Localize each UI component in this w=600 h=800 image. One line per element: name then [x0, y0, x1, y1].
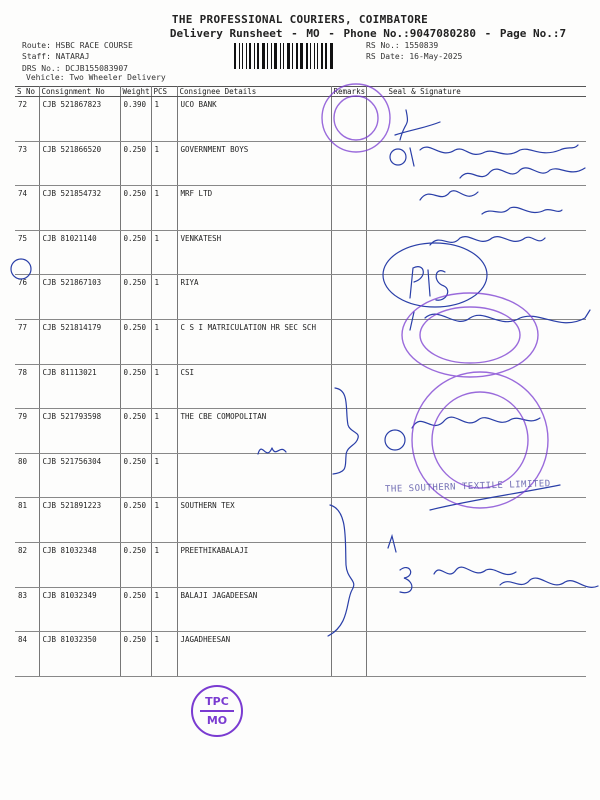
cell-signature [366, 632, 586, 677]
cell-remarks [331, 542, 366, 587]
cell-consignment-no: CJB 521854732 [39, 186, 120, 231]
cell-weight: 0.250 [120, 453, 151, 498]
rs-number: RS No.: 1550839 [366, 41, 439, 50]
cell-consignment-no: CJB 521891223 [39, 498, 120, 543]
barcode-bar [325, 43, 327, 69]
header-consignee: Consignee Details [177, 87, 331, 97]
cell-consignee [177, 453, 331, 498]
drs-barcode [234, 43, 352, 69]
cell-consignee: CSI [177, 364, 331, 409]
cell-sno: 73 [15, 141, 39, 186]
cell-sno: 84 [15, 632, 39, 677]
barcode-bar [248, 43, 249, 69]
barcode-bar [316, 43, 317, 69]
barcode-bar [256, 43, 257, 69]
stamp-tpc-bottom: MO [206, 713, 228, 727]
header-weight: Weight [120, 87, 151, 97]
barcode-bar [273, 43, 274, 69]
barcode-bar [300, 43, 303, 69]
cell-consignment-no: CJB 81032349 [39, 587, 120, 632]
cell-consignment-no: CJB 521866520 [39, 141, 120, 186]
cell-consignee: C S I MATRICULATION HR SEC SCH [177, 319, 331, 364]
cell-signature [366, 97, 586, 142]
staff-text: Staff: NATARAJ [22, 51, 90, 61]
cell-signature [366, 498, 586, 543]
cell-sno: 75 [15, 230, 39, 275]
barcode-bar [280, 43, 281, 69]
cell-remarks [331, 230, 366, 275]
cell-consignment-no: CJB 81021140 [39, 230, 120, 275]
barcode-bar [324, 43, 325, 69]
cell-weight: 0.250 [120, 542, 151, 587]
cell-remarks [331, 275, 366, 320]
stamp-tpc [191, 685, 243, 737]
cell-pcs: 1 [151, 319, 177, 364]
cell-sno: 82 [15, 542, 39, 587]
barcode-bar [310, 43, 311, 69]
cell-pcs: 1 [151, 230, 177, 275]
barcode-bar [269, 43, 270, 69]
barcode-bar [330, 43, 333, 69]
barcode-bar [282, 43, 283, 69]
runsheet-meta-right [366, 41, 462, 62]
cell-consignee: BALAJI JAGADEESAN [177, 587, 331, 632]
barcode-bar [254, 43, 255, 69]
barcode-bar [296, 43, 298, 69]
header-pcs: PCS [151, 87, 177, 97]
runsheet-title: THE PROFESSIONAL COURIERS, COIMBATORE [171, 13, 429, 26]
cell-sno: 83 [15, 587, 39, 632]
barcode-bar [328, 43, 329, 69]
table-row [15, 319, 586, 364]
cell-weight: 0.250 [120, 364, 151, 409]
barcode-bar [260, 43, 261, 69]
cell-sno: 80 [15, 453, 39, 498]
barcode-bar [304, 43, 305, 69]
cell-pcs: 1 [151, 453, 177, 498]
cell-consignment-no: CJB 81113021 [39, 364, 120, 409]
subtitle-branch: MO [306, 27, 320, 40]
cell-sno: 72 [15, 97, 39, 142]
barcode-bar [285, 43, 286, 69]
cell-signature [366, 275, 586, 320]
cell-pcs: 1 [151, 186, 177, 231]
header-consignment: Consignment No [39, 87, 120, 97]
cell-remarks [331, 409, 366, 454]
cell-weight: 0.250 [120, 275, 151, 320]
cell-pcs: 1 [151, 542, 177, 587]
cell-signature [366, 230, 586, 275]
barcode-bar [249, 43, 251, 69]
barcode-bar [319, 43, 320, 69]
cell-pcs: 1 [151, 364, 177, 409]
cell-consignee: MRF LTD [177, 186, 331, 231]
cell-sno: 74 [15, 186, 39, 231]
barcode-bar [274, 43, 277, 69]
barcode-bar [317, 43, 318, 69]
barcode-bar [266, 43, 267, 69]
subtitle-sep-3: - [484, 27, 492, 40]
cell-signature [366, 542, 586, 587]
cell-consignment-no: CJB 81032348 [39, 542, 120, 587]
cell-weight: 0.250 [120, 230, 151, 275]
subtitle-doc-type: Delivery Runsheet [169, 27, 283, 40]
barcode-bar [257, 43, 259, 69]
stamp-southern-textile: THE SOUTHERN TEXTILE LIMITED [384, 479, 551, 495]
cell-pcs: 1 [151, 498, 177, 543]
barcode-bar [252, 43, 253, 69]
cell-sno: 78 [15, 364, 39, 409]
header-remarks: Remarks [331, 87, 366, 97]
table-row [15, 542, 586, 587]
cell-sno: 81 [15, 498, 39, 543]
runsheet-subtitle [88, 27, 600, 40]
stamp-tpc-top: TPC [205, 695, 229, 708]
table-row [15, 632, 586, 677]
cell-consignment-no: CJB 521793598 [39, 409, 120, 454]
route-text: Route: HSBC RACE COURSE [22, 41, 133, 50]
barcode-bar [309, 43, 310, 69]
cell-pcs: 1 [151, 632, 177, 677]
cell-consignee: GOVERNMENT BOYS [177, 141, 331, 186]
cell-weight: 0.250 [120, 186, 151, 231]
header-signature: Seal & Signature [366, 87, 586, 97]
table-row [15, 587, 586, 632]
cell-remarks [331, 141, 366, 186]
table-row [15, 230, 586, 275]
stamp-tpc-divider [200, 710, 234, 712]
cell-weight: 0.250 [120, 498, 151, 543]
cell-weight: 0.250 [120, 587, 151, 632]
cell-consignment-no: CJB 521756304 [39, 453, 120, 498]
cell-signature [366, 186, 586, 231]
rs-date: RS Date: 16-May-2025 [366, 51, 463, 61]
cell-weight: 0.250 [120, 319, 151, 364]
barcode-bar [314, 43, 315, 69]
barcode-bar [267, 43, 268, 69]
cell-consignee: RIYA [177, 275, 331, 320]
barcode-bar [242, 43, 243, 69]
table-row [15, 186, 586, 231]
barcode-bar [312, 43, 313, 69]
table-row [15, 498, 586, 543]
cell-pcs: 1 [151, 275, 177, 320]
cell-signature [366, 587, 586, 632]
barcode-bar [271, 43, 272, 69]
cell-consignee: SOUTHERN TEX [177, 498, 331, 543]
vehicle-text: Vehicle: Two Wheeler Delivery [26, 73, 166, 82]
table-header-row [15, 87, 586, 97]
cell-remarks [331, 97, 366, 142]
cell-consignment-no: CJB 521814179 [39, 319, 120, 364]
cell-remarks [331, 186, 366, 231]
barcode-bar [321, 43, 323, 69]
cell-sno: 79 [15, 409, 39, 454]
cell-consignee: JAGADHEESAN [177, 632, 331, 677]
cell-consignment-no: CJB 521867103 [39, 275, 120, 320]
barcode-bar [278, 43, 279, 69]
barcode-bar [262, 43, 265, 69]
cell-remarks [331, 587, 366, 632]
runsheet-table [15, 86, 586, 677]
cell-consignee: PREETHIKABALAJI [177, 542, 331, 587]
table-row [15, 453, 586, 498]
table-row [15, 409, 586, 454]
cell-consignee: UCO BANK [177, 97, 331, 142]
cell-pcs: 1 [151, 587, 177, 632]
cell-weight: 0.250 [120, 141, 151, 186]
barcode-bar [291, 43, 292, 69]
cell-remarks [331, 498, 366, 543]
cell-pcs: 1 [151, 409, 177, 454]
cell-remarks [331, 364, 366, 409]
cell-weight: 0.250 [120, 632, 151, 677]
barcode-bar [246, 43, 247, 69]
cell-pcs: 1 [151, 141, 177, 186]
subtitle-phone: Phone No.:9047080280 [343, 27, 476, 40]
barcode-bar [239, 43, 240, 69]
runsheet-meta-left [22, 41, 133, 75]
header-sno: S No [15, 87, 39, 97]
cell-weight: 0.250 [120, 409, 151, 454]
cell-signature [366, 319, 586, 364]
cell-sno: 77 [15, 319, 39, 364]
table-row [15, 141, 586, 186]
table-row [15, 275, 586, 320]
barcode-bar [237, 43, 238, 69]
cell-signature [366, 141, 586, 186]
barcode-bar [283, 43, 284, 69]
cell-consignment-no: CJB 521867823 [39, 97, 120, 142]
cell-remarks [331, 453, 366, 498]
barcode-bar [292, 43, 293, 69]
cell-consignment-no: CJB 81032350 [39, 632, 120, 677]
cell-signature [366, 409, 586, 454]
cell-remarks [331, 632, 366, 677]
table-row [15, 364, 586, 409]
cell-remarks [331, 319, 366, 364]
barcode-bar [299, 43, 300, 69]
barcode-bar [294, 43, 295, 69]
subtitle-sep-1: - [291, 27, 298, 40]
barcode-bar [244, 43, 245, 69]
cell-signature [366, 364, 586, 409]
cell-sno: 76 [15, 275, 39, 320]
drs-number: DRS No.: DCJB155083907 [22, 64, 128, 73]
subtitle-page: Page No.:7 [499, 27, 567, 40]
cell-consignee: THE CBE COMOPOLITAN [177, 409, 331, 454]
barcode-bar [287, 43, 290, 69]
table-row [15, 97, 586, 142]
cell-consignee: VENKATESH [177, 230, 331, 275]
cell-pcs: 1 [151, 97, 177, 142]
barcode-bar [306, 43, 308, 69]
cell-weight: 0.390 [120, 97, 151, 142]
barcode-bar [234, 43, 236, 69]
subtitle-sep-2: - [328, 27, 335, 40]
barcode-bar [241, 43, 242, 69]
